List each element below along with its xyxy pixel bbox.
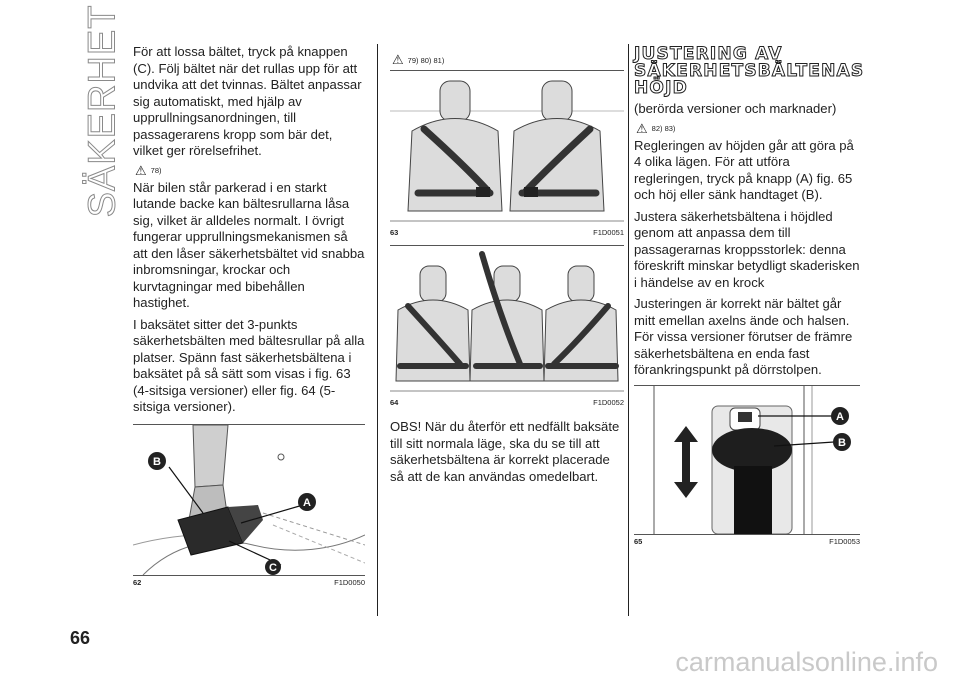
warning-refs: 78)	[150, 166, 162, 175]
callout-b: B	[153, 455, 161, 468]
callout-b: B	[838, 436, 846, 449]
rear-seats-5-seater-illustration	[390, 246, 624, 396]
paragraph: Regleringen av höjden går att göra på 4 olika lägen. För att utföra regleringen, tryck på knapp (A) fig. 65 och höj eller sänk handtaget (B).	[634, 137, 854, 202]
paragraph: Justera säkerhetsbältena i höjdled genom att anpassa dem till passagerarnas kroppsstorlek: denna föreskrift minskar betydligt skaderisken i händelse av en krock	[634, 208, 860, 290]
figure-caption	[390, 396, 624, 407]
belt-height-adjuster-illustration	[634, 386, 860, 534]
callout-a: A	[303, 496, 311, 509]
paragraph: Justeringen är korrekt när bältet går mitt emellan axelns ände och halsen. För vissa versioner förutser de främre säkerhetsbältena en enda fast förankringspunkt på dörrstolpen.	[634, 296, 853, 377]
paragraph: När bilen står parkerad i en starkt lutande backe kan bältesrullarna låsa sig, vilket är alldeles normalt. I övrigt fungerar upprullningsmekanismen så att den låser säkerhetsbältet vid snabba inbromsningar, krockar och kurvtagningar med bibehållen hastighet.	[133, 179, 365, 310]
warning-reference	[636, 120, 860, 136]
figure-caption	[390, 226, 624, 237]
paragraph: För att lossa bältet, tryck på knappen (C). Följ bältet när det rullas upp för att undvika att det tvinnas. Bältet anpassar sig automatiskt, med hjälp av upprullningsanordningen, till passagerarens kropp som bär det, vilket ger rörelsefrihet.	[133, 44, 362, 158]
column-2	[390, 44, 624, 490]
warning-icon: ⚠	[392, 52, 404, 67]
figure-64	[390, 245, 624, 407]
figure-number: 63	[390, 228, 399, 237]
section-title-text: SÄKERHET	[81, 4, 124, 218]
figure-code: F1D0051	[593, 228, 624, 237]
warning-icon: ⚠	[636, 120, 648, 136]
figure-63	[390, 70, 624, 237]
callout-c: C	[269, 561, 277, 574]
figure-number: 62	[133, 577, 142, 587]
figure-caption	[634, 534, 860, 546]
section-title	[76, 4, 130, 218]
column-divider	[628, 44, 629, 616]
watermark: carmanualsonline.info	[675, 647, 938, 677]
warning-reference	[392, 54, 624, 66]
paragraph: I baksätet sitter det 3-punkts säkerhetsbälten med bältesrullar på alla platser. Spänn fast säkerhetsbältena i baksätet på så sätt som visas i fig. 63 (4-sitsiga versioner) eller fig. 64 (5-sitsiga versioner).	[133, 316, 365, 414]
column-divider	[377, 44, 378, 616]
warning-reference	[135, 162, 365, 178]
figure-code: F1D0052	[593, 398, 624, 407]
warning-refs: 82) 83)	[651, 124, 676, 133]
figure-number: 64	[390, 398, 399, 407]
figure-number: 65	[634, 536, 643, 546]
seatbelt-buckle-illustration	[133, 425, 365, 575]
figure-65	[634, 385, 860, 546]
warning-refs: 79) 80) 81)	[407, 55, 445, 65]
column-3	[634, 44, 865, 546]
paragraph: OBS! När du återför ett nedfällt baksäte till sitt normala läge, ska du se till att säkerhetsbältena är korrekt placerade så att de kan användas omedelbart.	[390, 419, 620, 484]
warning-icon: ⚠	[135, 162, 147, 178]
callout-a: A	[836, 410, 844, 423]
subtitle: (berörda versioner och marknader)	[634, 101, 837, 116]
figure-caption	[133, 575, 365, 587]
figure-code: F1D0050	[334, 577, 365, 587]
column-1	[133, 44, 365, 587]
figure-code: F1D0053	[829, 536, 860, 546]
rear-seats-4-seater-illustration	[390, 71, 624, 226]
page-number: 66	[70, 628, 91, 648]
section-heading: JUSTERING AV SÄKERHETSBÄLTENAS HÖJD	[634, 44, 865, 98]
figure-62	[133, 424, 365, 587]
